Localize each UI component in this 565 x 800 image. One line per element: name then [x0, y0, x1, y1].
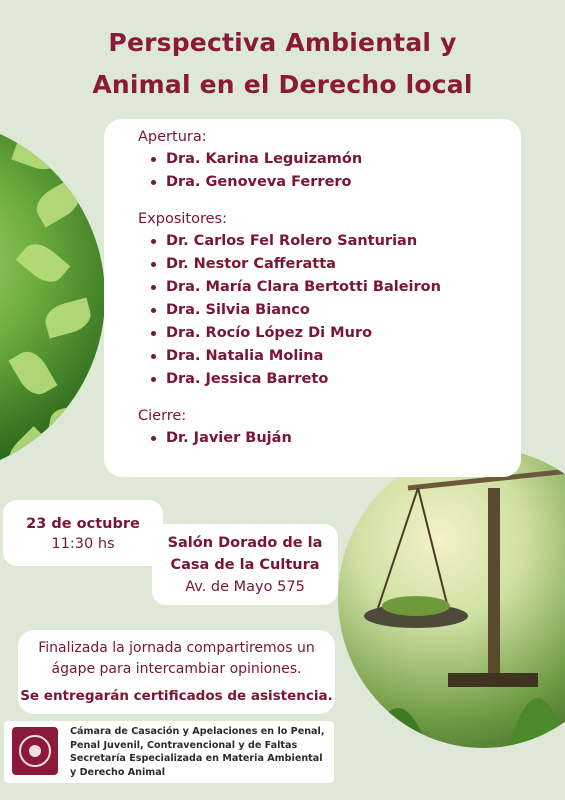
justice-scale-icon [338, 448, 565, 748]
speaker-item: Dra. Jessica Barreto [138, 368, 521, 391]
note-card [18, 630, 335, 714]
event-date: 23 de octubre [26, 516, 140, 532]
expositores-list [138, 230, 521, 391]
speaker-item: Dra. Natalia Molina [138, 345, 521, 368]
venue-line-2: Casa de la Cultura [170, 557, 320, 573]
apertura-list [138, 148, 521, 194]
page-title [0, 22, 565, 106]
justice-scale-photo [338, 448, 565, 748]
institution-logo [12, 727, 58, 775]
speaker-item: Dra. Genoveva Ferrero [138, 171, 521, 194]
venue-line-1: Salón Dorado de la [167, 535, 323, 551]
speaker-item: Dra. Rocío López Di Muro [138, 322, 521, 345]
speaker-item: Dra. María Clara Bertotti Baleiron [138, 276, 521, 299]
speaker-item: Dra. Silvia Bianco [138, 299, 521, 322]
event-time: 11:30 hs [51, 536, 115, 552]
venue-address: Av. de Mayo 575 [185, 579, 305, 595]
footer-line-3: Secretaría Especializada en Materia Ambiental [70, 753, 323, 764]
cierre-list [138, 427, 521, 450]
venue-card [152, 524, 338, 605]
cierre-heading: Cierre: [138, 408, 187, 424]
speaker-item: Dr. Nestor Cafferatta [138, 253, 521, 276]
speaker-item: Dr. Carlos Fel Rolero Santurian [138, 230, 521, 253]
footer-line-4: y Derecho Animal [70, 766, 166, 778]
footer-line-2: Penal Juvenil, Contravencional y de Faltas [70, 739, 298, 751]
note-line-1: Finalizada la jornada compartiremos un [38, 640, 315, 656]
title-line-2: Animal en el Derecho local [92, 70, 473, 99]
program-card [104, 119, 521, 477]
institution-name [70, 725, 332, 779]
title-line-1: Perspectiva Ambiental y [108, 28, 457, 57]
leaves-photo [0, 118, 105, 476]
apertura-heading: Apertura: [138, 129, 207, 145]
speaker-item: Dra. Karina Leguizamón [138, 148, 521, 171]
certificates-note: Se entregarán certificados de asistencia. [20, 688, 333, 704]
date-card [3, 500, 163, 566]
footer-institution [4, 721, 334, 783]
speaker-item: Dr. Javier Buján [138, 427, 521, 450]
note-line-2: ágape para intercambiar opiniones. [51, 661, 302, 677]
expositores-heading: Expositores: [138, 211, 227, 227]
footer-line-1: Cámara de Casación y Apelaciones en lo Penal, [70, 726, 325, 737]
seal-icon [19, 735, 51, 767]
